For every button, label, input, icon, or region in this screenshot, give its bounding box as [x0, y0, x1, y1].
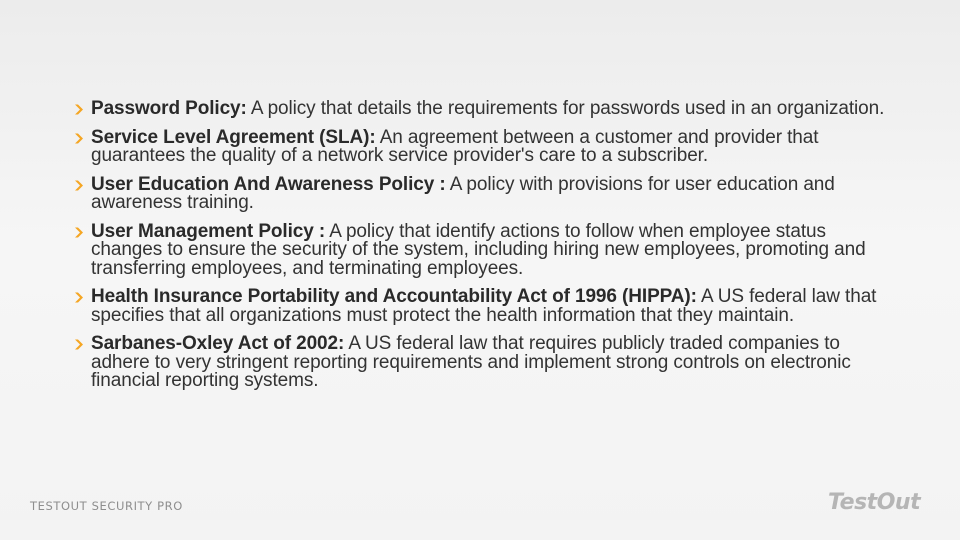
- chevron-right-icon: [73, 179, 86, 192]
- bullet-term: Service Level Agreement (SLA):: [91, 126, 376, 148]
- chevron-right-icon: [73, 226, 86, 239]
- bullet-term: Sarbanes-Oxley Act of 2002:: [91, 333, 345, 354]
- bullet-term: User Education And Awareness Policy :: [91, 173, 446, 195]
- bullet-description: A policy that identify actions to follow when employee status changes to ensure the security of the system, including hiring new employees, promoting and transferring employees, and terminating employees.: [91, 220, 866, 279]
- bullet-description: A US federal law that requires publicly traded companies to adhere to very stringent reporting requirements and implement strong controls on electronic financial reporting systems.: [91, 333, 851, 391]
- bullet-description: An agreement between a customer and provider that guarantees the quality of a network service provider's care to a subscriber.: [91, 126, 819, 166]
- chevron-right-icon: [73, 338, 86, 351]
- bullet-description: A policy that details the requirements for passwords used in an organization.: [246, 98, 885, 119]
- bullet-item-service-level-agreement: [72, 126, 902, 166]
- chevron-right-icon: [73, 291, 86, 304]
- bullet-description: A policy with provisions for user education and awareness training.: [91, 173, 835, 213]
- bullet-item-hipaa: [72, 288, 902, 325]
- bullet-description: A US federal law that specifies that all organizations must protect the health information that they maintain.: [91, 286, 877, 326]
- bullet-list: [72, 100, 902, 401]
- chevron-right-icon: [73, 103, 86, 116]
- bullet-item-user-management-policy: [72, 220, 902, 279]
- bullet-item-sarbanes-oxley: [72, 335, 902, 391]
- testout-logo: TestOut: [828, 490, 921, 515]
- bullet-term: Health Insurance Portability and Accountability Act of 1996 (HIPPA):: [91, 286, 697, 307]
- footer-course-label: TESTOUT SECURITY PRO: [30, 499, 183, 513]
- bullet-item-user-education-policy: [72, 173, 902, 213]
- chevron-right-icon: [73, 132, 86, 145]
- bullet-term: User Management Policy :: [91, 220, 326, 242]
- bullet-term: Password Policy:: [91, 98, 247, 119]
- bullet-item-password-policy: [72, 100, 902, 119]
